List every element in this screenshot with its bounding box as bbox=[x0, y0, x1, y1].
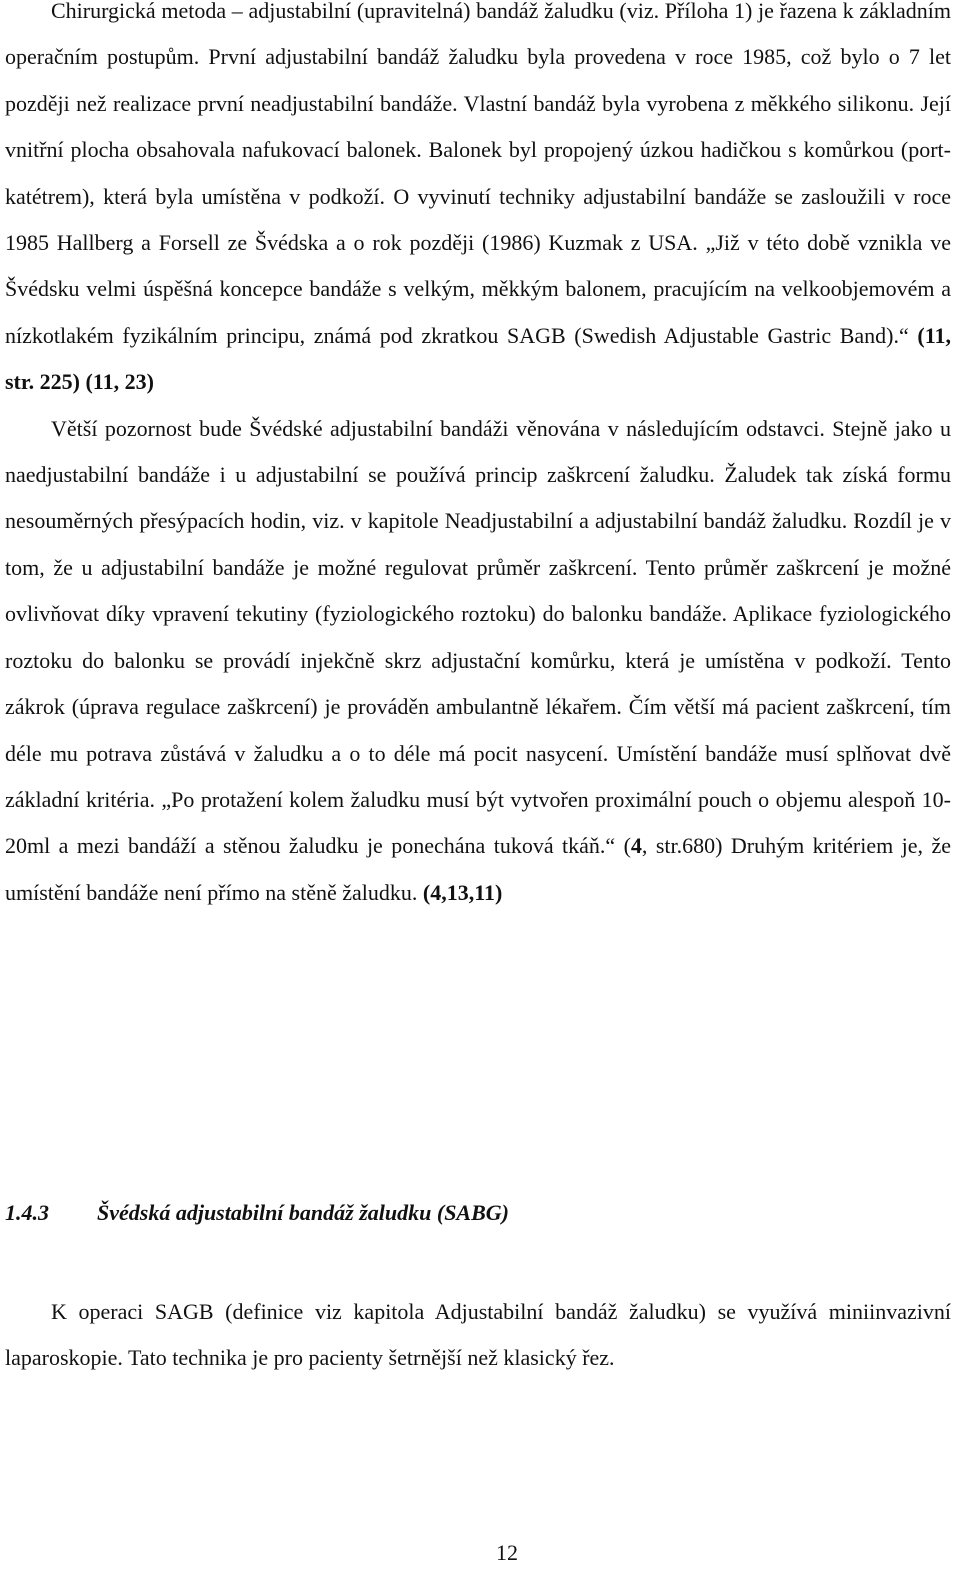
paragraph-swedish-band-principle bbox=[5, 406, 951, 916]
paragraph-sagb-operation: K operaci SAGB (definice viz kapitola Adjustabilní bandáž žaludku) se využívá miniinvazivní laparoskopie. Tato technika je pro pacienty šetrnější než klasický řez. bbox=[5, 1299, 951, 1371]
paragraph-text: , str.680) Druhým kritériem je, že umístění bandáže není přímo na stěně žaludku. bbox=[5, 833, 951, 905]
section-title: Švédská adjustabilní bandáž žaludku (SABG) bbox=[97, 1200, 509, 1225]
section-heading bbox=[5, 1190, 509, 1236]
document-page bbox=[5, 0, 951, 1371]
paragraph-text: Chirurgická metoda – adjustabilní (upravitelná) bandáž žaludku (viz. Příloha 1) je řazena k základním operačním postupům. První adjustabilní bandáž žaludku byla provedena v roce 1985, což bylo o 7 let později než realizace první neadjustabilní bandáže. Vlastní bandáž byla vyrobena z měkkého silikonu. Její vnitřní plocha obsahovala nafukovací balonek. Balonek byl propojený úzkou hadičkou s komůrkou (port-katétrem), která byla umístěna v podkoží. O vyvinutí techniky adjustabilní bandáže se zasloužili v roce 1985 Hallberg a Forsell ze Švédska a o rok později (1986) Kuzmak z USA. „Již v této době vznikla ve Švédsku velmi úspěšná koncepce bandáže s velkým, měkkým balonem, pracujícím na velkoobjemovém a nízkotlakém fyzikálním principu, známá pod zkratkou SAGB (Swedish Adjustable Gastric Band).“ bbox=[5, 0, 951, 348]
citation: 4 bbox=[630, 833, 642, 859]
paragraph-adjustable-band-history bbox=[5, 0, 951, 406]
paragraph-text: Větší pozornost bude Švédské adjustabilní bandáži věnována v následujícím odstavci. Stejně jako u naedjustabilní bandáže i u adjustabilní se používá princip zaškrcení žaludku. Žaludek tak získá formu nesouměrných přesýpacích hodin, viz. v kapitole Neadjustabilní a adjustabilní bandáž žaludku. Rozdíl je v tom, že u adjustabilní bandáže je možné regulovat průměr zaškrcení. Tento průměr zaškrcení je možné ovlivňovat díky vpravení tekutiny (fyziologického roztoku) do balonku bandáže. Aplikace fyziologického roztoku do balonku se provádí injekčně skrz adjustační komůrku, která je umístěna v podkoží. Tento zákrok (úprava regulace zaškrcení) je prováděn ambulantně lékařem. Čím větší má pacient zaškrcení, tím déle mu potrava zůstává v žaludku a o to déle má pocit nasycení. Umístění bandáže musí splňovat dvě základní kritéria. „Po protažení kolem žaludku musí být vytvořen proximální pouch o objemu alespoň 10-20ml a mezi bandáží a stěnou žaludku je ponechána tuková tkáň.“ ( bbox=[5, 415, 951, 859]
citation: (11, str. 225) (11, 23) bbox=[5, 322, 951, 395]
section-number: 1.4.3 bbox=[5, 1200, 49, 1225]
citation: (4,13,11) bbox=[422, 879, 503, 905]
page-number: 12 bbox=[496, 1540, 518, 1565]
